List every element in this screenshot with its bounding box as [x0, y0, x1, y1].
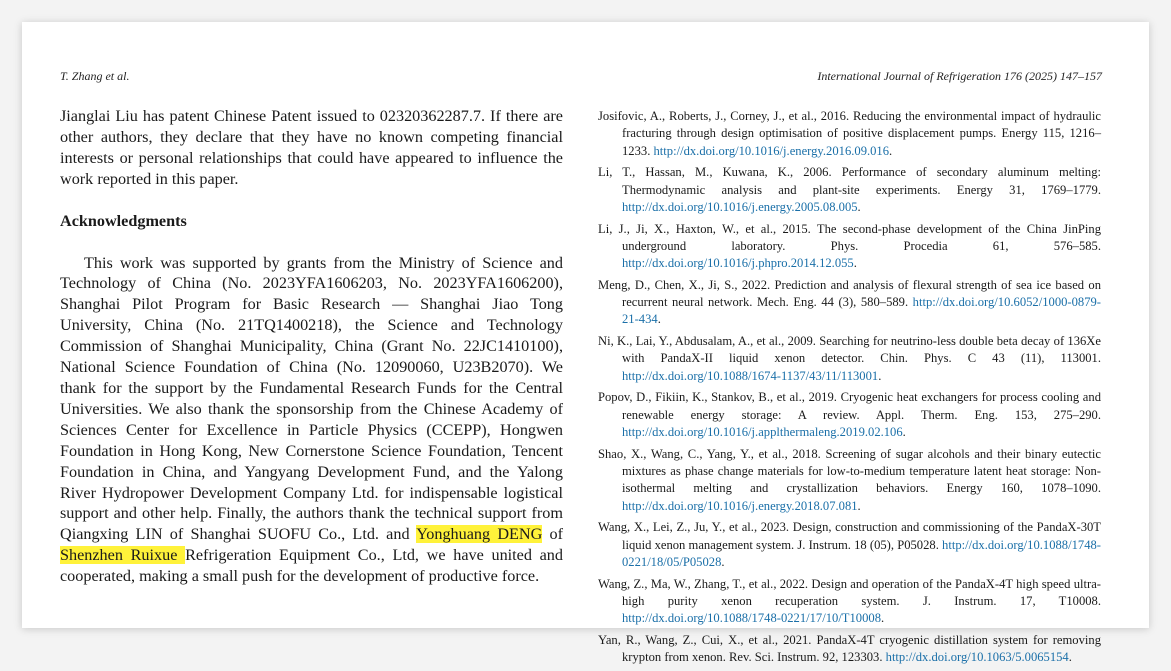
reference-item: Josifovic, A., Roberts, J., Corney, J., et al., 2016. Reducing the environmental impact of hydraulic fracturing through design optimisation of positive displacement pumps. Energy 115, 1216–1233. http://dx.doi.org/10.1016/j.energy.2016.09.016. [598, 109, 1101, 158]
reference-text: Shao, X., Wang, C., Yang, Y., et al., 2018. Screening of sugar alcohols and their binary eutectic mixtures as phase change materials for low-to-medium temperature latent heat storage: Non- isothermal melting and crystallization behaviors. Energy 160, 1078–1090. [598, 446, 1101, 496]
reference-item: Popov, D., Fikiin, K., Stankov, B., et al., 2019. Cryogenic heat exchangers for process cooling and renewable energy storage: A review. Appl. Therm. Eng. 153, 275–290. http://dx.doi.org/10.1016/j.applthermaleng.2019.02.106. [598, 390, 1101, 439]
references-list [598, 108, 1101, 671]
reference-item: Shao, X., Wang, C., Yang, Y., et al., 2018. Screening of sugar alcohols and their binary eutectic mixtures as phase change materials for low-to-medium temperature latent heat storage: Non- isothermal melting and crystallization behaviors. Energy 160, 1078–1090. http://dx.doi.org/10.1016/j.energy.2018.07.081. [598, 446, 1101, 513]
reference-item: Yan, R., Wang, Z., Cui, X., et al., 2021. PandaX-4T cryogenic distillation system for removing krypton from xenon. Rev. Sci. Instrum. 92, 123303. http://dx.doi.org/10.1063/5.0065154. [598, 632, 1101, 665]
competing-interests-paragraph: Jianglai Liu has patent Chinese Patent issued to 02320362287.7. If there are other authors, they declare that they have no known competing financial interests or personal relationships that could have appeared to influence the work reported in this paper. [60, 107, 563, 188]
reference-text: Popov, D., Fikiin, K., Stankov, B., et al., 2019. Cryogenic heat exchangers for process cooling and renewable energy storage: A review. Appl. Therm. Eng. 153, 275–290. [598, 390, 1101, 422]
ack-text-before: This work was supported by grants from the Ministry of Science and Technology of China (No. 2023YFA1606203, No. 2023YFA1606200), Shanghai Pilot Program for Basic Research — Shanghai Jiao Tong University, China (No. 21TQ1400218), the Science and Technology Commission of Shanghai Municipality, China (Grant No. 22JC1410100), National Science Foundation of China (No. 12090060, U23B2070). We thank for the support by the Fundamental Research Funds for the Central Universities. We also thank the sponsorship from the Chinese Academy of Sciences Center for Excellence in Particle Physics (CCEPP), Hongwen Foundation in Hong Kong, New Cornerstone Science Foundation, Tencent Foundation in China, and Yangyang Development Fund, and the Yalong River Hydropower Development Company Ltd. for indispensable logistical support and other help. Finally, the authors thank the technical support from Qiangxing LIN of Shanghai SUOFU Co., Ltd. and [60, 253, 563, 544]
reference-item: Li, J., Ji, X., Haxton, W., et al., 2015. The second-phase development of the China JinPing underground laboratory. Phys. Procedia 61, 576–585. http://dx.doi.org/10.1016/j.phpro.2014.12.055. [598, 221, 1101, 271]
highlight-company: Shenzhen Ruixue [60, 546, 186, 565]
reference-item: Li, T., Hassan, M., Kuwana, K., 2006. Performance of secondary aluminum melting: Thermodynamic analysis and plant-site experiments. Energy 31, 1769–1779. http://dx.doi.org/10.1016/j.energy.2005.08.005. [598, 165, 1101, 214]
ack-text-mid: of [542, 525, 563, 544]
reference-doi-link[interactable]: http://dx.doi.org/10.1063/5.0065154 [885, 650, 1069, 665]
left-column [60, 106, 563, 587]
paper-page [22, 22, 1149, 665]
acknowledgments-paragraph [60, 253, 563, 588]
reference-text: Meng, D., Chen, X., Ji, S., 2022. Prediction and analysis of flexural strength of sea ice based on recurrent neural network. Mech. Eng. 44 (3), 580–589. [598, 277, 1101, 310]
reference-doi-link[interactable]: http://dx.doi.org/10.6052/1000-0879-21-434 [622, 295, 1101, 327]
reference-doi-link[interactable]: http://dx.doi.org/10.1088/1748-0221/18/05/P05028 [622, 537, 1101, 569]
reference-doi-link[interactable]: http://dx.doi.org/10.1016/j.phpro.2014.12.055 [622, 256, 854, 271]
reference-item: Meng, D., Chen, X., Ji, S., 2022. Prediction and analysis of flexural strength of sea ice based on recurrent neural network. Mech. Eng. 44 (3), 580–589. http://dx.doi.org/10.6052/1000-0879-21-434. [598, 277, 1101, 327]
reference-text: Li, J., Ji, X., Haxton, W., et al., 2015. The second-phase development of the China JinPing underground laboratory. Phys. Procedia 61, 576–585. [598, 221, 1101, 253]
reference-doi-link[interactable]: http://dx.doi.org/10.1016/j.energy.2016.09.016 [653, 143, 890, 158]
reference-item: Wang, Z., Ma, W., Zhang, T., et al., 2022. Design and operation of the PandaX-4T high speed ultra-high purity xenon recuperation system. J. Instrum. 17, T10008. http://dx.doi.org/10.1088/1748-0221/17/10/T10008. [598, 576, 1101, 626]
running-head-authors: T. Zhang et al. [60, 69, 130, 83]
running-head-journal: International Journal of Refrigeration 176 (2025) 147–157 [817, 69, 1102, 83]
highlight-person: Yonghuang DENG [416, 525, 543, 544]
reference-item: Ni, K., Lai, Y., Abdusalam, A., et al., 2009. Searching for neutrino-less double beta decay of 136Xe with PandaX-II liquid xenon detector. Chin. Phys. C 43 (11), 113001. http://dx.doi.org/10.1088/1674-1137/43/11/113001. [598, 334, 1101, 383]
reference-doi-link[interactable]: http://dx.doi.org/10.1088/1674-1137/43/11/113001 [622, 368, 879, 383]
reference-doi-link[interactable]: http://dx.doi.org/10.1088/1748-0221/17/10/T10008 [622, 611, 881, 626]
reference-doi-link[interactable]: http://dx.doi.org/10.1016/j.applthermaleng.2019.02.106 [622, 425, 903, 439]
reference-text: Josifovic, A., Roberts, J., Corney, J., et al., 2016. Reducing the environmental impact of hydraulic fracturing through design optimisation of positive displacement pumps. Energy 115, 1216–1233. [598, 109, 1101, 158]
reference-text: Li, T., Hassan, M., Kuwana, K., 2006. Performance of secondary aluminum melting: Thermodynamic analysis and plant-site experiments. Energy 31, 1769–1779. [598, 165, 1101, 197]
reference-text: Wang, X., Lei, Z., Ju, Y., et al., 2023. Design, construction and commissioning of the PandaX-30T liquid xenon management system. J. Instrum. 18 (05), P05028. [598, 520, 1101, 552]
acknowledgments-heading: Acknowledgments [60, 211, 187, 230]
reference-item: Wang, X., Lei, Z., Ju, Y., et al., 2023. Design, construction and commissioning of the PandaX-30T liquid xenon management system. J. Instrum. 18 (05), P05028. http://dx.doi.org/10.1088/1748-0221/18/05/P05028. [598, 520, 1101, 569]
reference-text: Ni, K., Lai, Y., Abdusalam, A., et al., 2009. Searching for neutrino-less double beta decay of 136Xe with PandaX-II liquid xenon detector. Chin. Phys. C 43 (11), 113001. [598, 334, 1101, 366]
reference-text: Yan, R., Wang, Z., Cui, X., et al., 2021. PandaX-4T cryogenic distillation system for removing krypton from xenon. Rev. Sci. Instrum. 92, 123303. [598, 632, 1101, 665]
ack-text-after: Refrigeration Equipment Co., Ltd, we have united and cooperated, making a small push for the development of productive force. [60, 546, 563, 586]
reference-doi-link[interactable]: http://dx.doi.org/10.1016/j.energy.2018.07.081 [622, 498, 858, 513]
reference-doi-link[interactable]: http://dx.doi.org/10.1016/j.energy.2005.08.005 [622, 199, 858, 214]
reference-text: Wang, Z., Ma, W., Zhang, T., et al., 2022. Design and operation of the PandaX-4T high speed ultra-high purity xenon recuperation system. J. Instrum. 17, T10008. [598, 576, 1101, 608]
